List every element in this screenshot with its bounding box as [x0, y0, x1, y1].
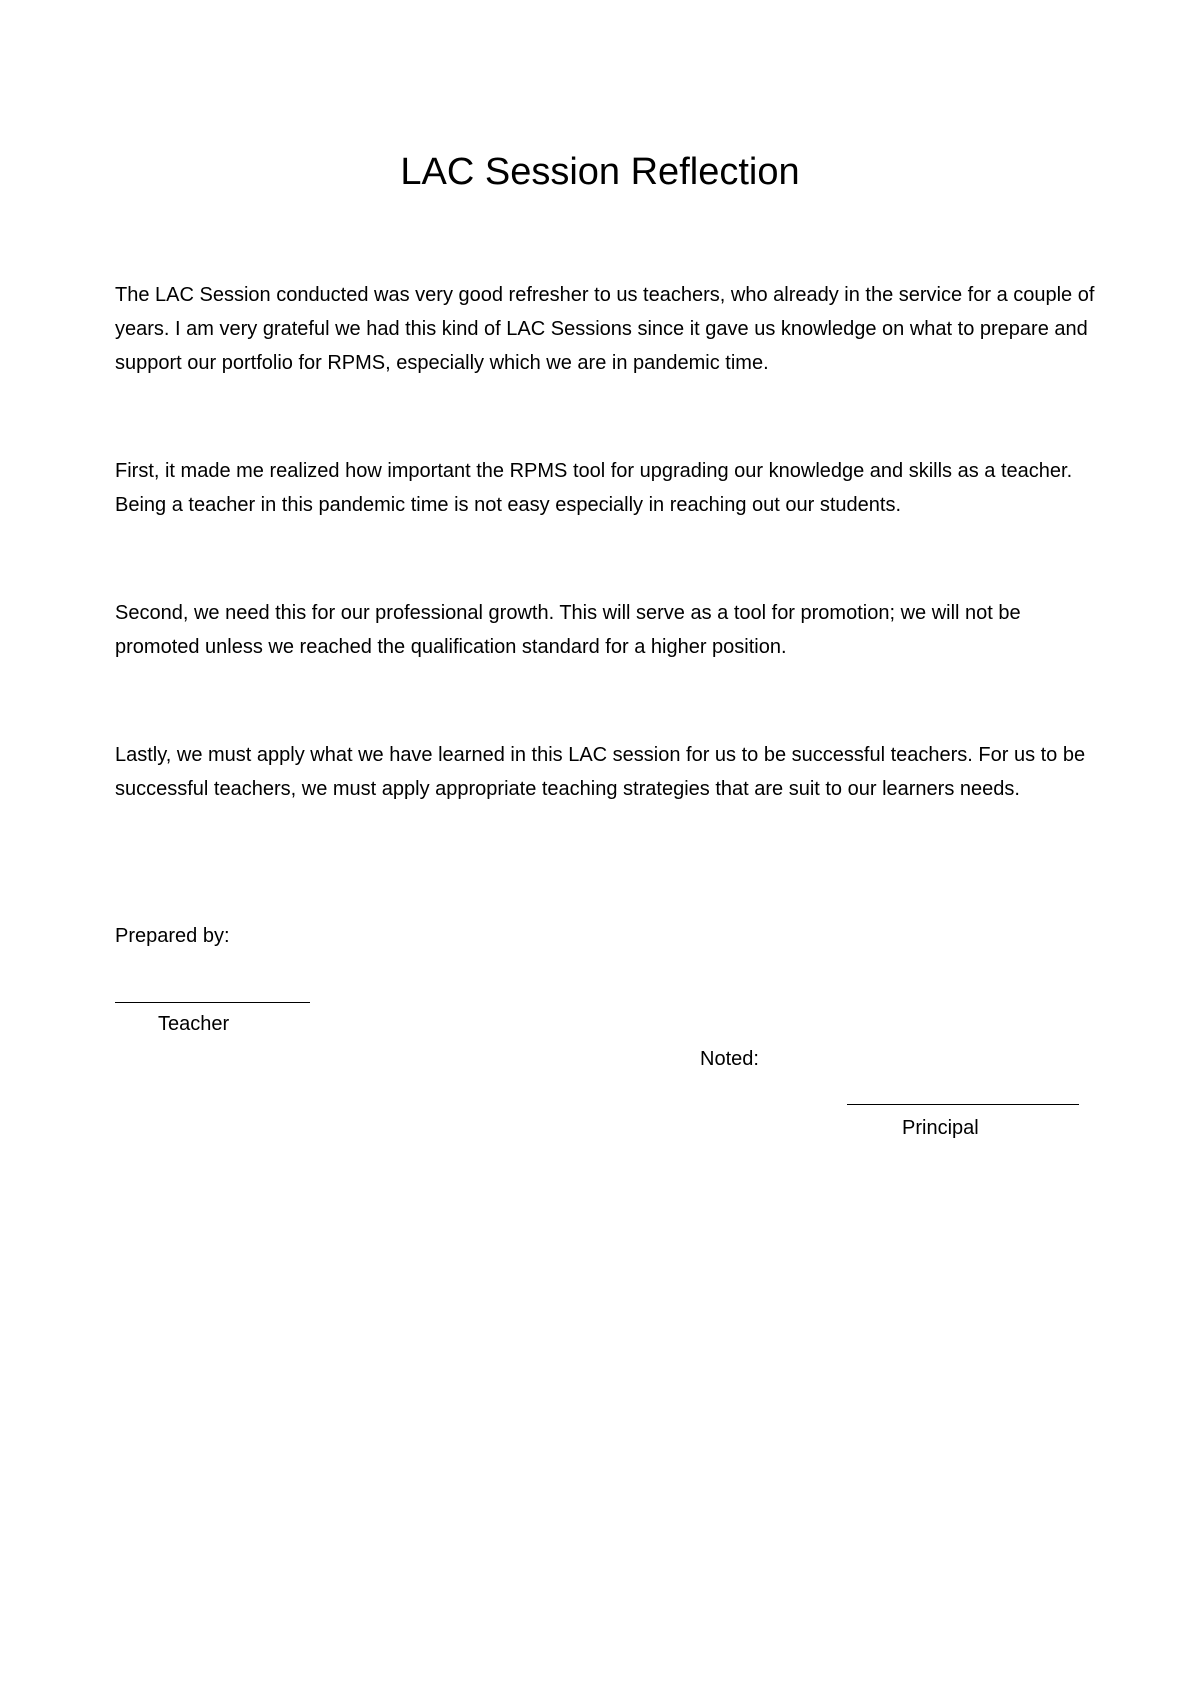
paragraph-intro: The LAC Session conducted was very good refresher to us teachers, who already in the service for a couple of years. I am very grateful we had this kind of LAC Sessions since it gave us knowledge on what to prepare and support our portfolio for RPMS, especially which we are in pandemic time.	[115, 284, 1095, 374]
paragraph-lastly: Lastly, we must apply what we have learned in this LAC session for us to be successful teachers. For us to be successful teachers, we must apply appropriate teaching strategies that are suit to our learners needs.	[115, 744, 1086, 800]
prepared-by-label: Prepared by:	[115, 925, 230, 947]
teacher-signature-line	[115, 1002, 310, 1003]
teacher-label: Teacher	[158, 1013, 230, 1035]
principal-signature-line	[847, 1104, 1079, 1105]
noted-label: Noted:	[700, 1048, 759, 1070]
principal-label: Principal	[902, 1117, 979, 1139]
document-title: LAC Session Reflection	[400, 151, 800, 193]
paragraph-first: First, it made me realized how important the RPMS tool for upgrading our knowledge and skills as a teacher. Being a teacher in this pandemic time is not easy especially in reaching out our students.	[115, 460, 1073, 516]
paragraph-second: Second, we need this for our professional growth. This will serve as a tool for promotion; we will not be promoted unless we reached the qualification standard for a higher position.	[115, 602, 1021, 658]
